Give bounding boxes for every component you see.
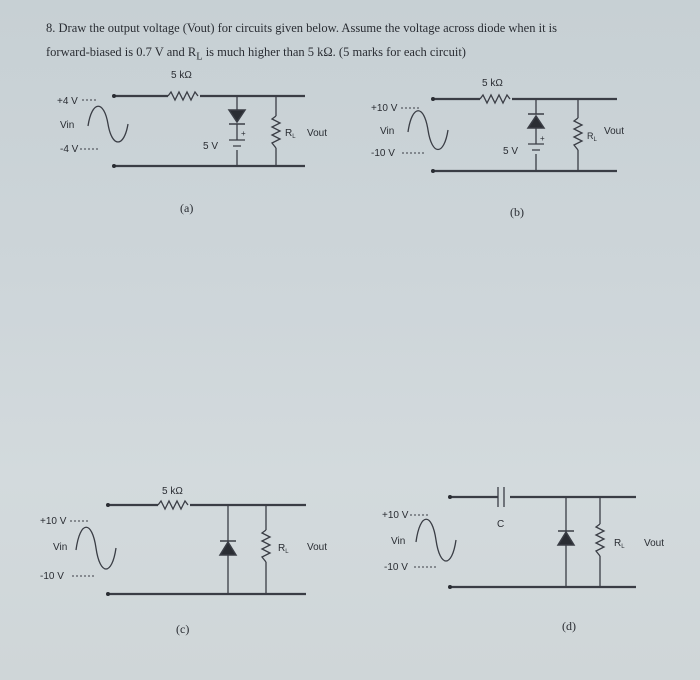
circuit-d-load-label: $R_L$: [614, 538, 625, 550]
circuit-c-caption: (c): [176, 622, 190, 636]
circuit-c-load-resistor: [262, 530, 270, 562]
circuit-a-battery: [229, 140, 245, 146]
circuit-a-load-resistor: [272, 116, 280, 148]
circuit-a: [57, 70, 327, 215]
circuit-b: [371, 78, 624, 219]
circuit-c-sine-wave: [76, 527, 116, 569]
question-line-2-end: is much higher than 5 kΩ. (5 marks for each circuit): [202, 45, 466, 59]
circuit-c-vpos-label: +10 V: [40, 516, 67, 527]
circuit-b-bottom-terminal: [431, 169, 435, 173]
circuit-a-top-terminal: [112, 94, 116, 98]
circuit-d-vout-label: Vout: [644, 538, 665, 549]
circuit-c-vneg-label: -10 V: [40, 571, 64, 582]
circuit-b-load-resistor: [574, 118, 582, 150]
circuit-b-top-terminal: [431, 97, 435, 101]
circuit-a-battery-label: 5 V: [203, 141, 219, 152]
circuit-d-top-terminal: [448, 495, 452, 499]
circuit-c-top-terminal: [106, 503, 110, 507]
circuit-c-resistor-label: 5 kΩ: [162, 486, 183, 497]
circuit-a-diode: [229, 110, 245, 124]
circuit-a-load-label: $R_L$: [285, 128, 296, 140]
circuit-d-bottom-terminal: [448, 585, 452, 589]
circuit-c-vout-label: Vout: [307, 542, 328, 553]
circuit-c-bottom-terminal: [106, 592, 110, 596]
circuit-a-bottom-terminal: [112, 164, 116, 168]
circuit-b-battery-label: 5 V: [503, 146, 519, 157]
circuit-b-resistor-label: 5 kΩ: [482, 78, 503, 89]
circuit-c-load-label: $R_L$: [278, 543, 289, 555]
circuit-d-vin-label: Vin: [391, 536, 406, 547]
rl-subscript: L: [196, 51, 203, 63]
circuit-a-vpos-label: +4 V: [57, 96, 78, 107]
circuit-d-vpos-label: +10 V: [382, 510, 409, 521]
circuit-b-battery: [528, 144, 544, 150]
circuit-b-battery-plus: +: [540, 134, 545, 143]
circuit-b-vin-label: Vin: [380, 126, 395, 137]
circuit-c-series-resistor: [158, 501, 188, 509]
circuit-b-diode: [528, 114, 544, 128]
circuit-c-vin-label: Vin: [53, 542, 68, 553]
circuit-d: [382, 487, 664, 633]
circuit-b-vout-label: Vout: [604, 126, 625, 137]
circuit-d-load-resistor: [596, 524, 604, 556]
question-line-2-start: forward-biased is 0.7 V and R: [46, 45, 197, 59]
question-line-1: 8. Draw the output voltage (Vout) for circuits given below. Assume the voltage across diode when it is: [46, 21, 558, 35]
circuit-c-diode: [220, 541, 236, 555]
circuit-d-vneg-label: -10 V: [384, 562, 408, 573]
circuit-a-battery-plus: +: [241, 129, 246, 138]
circuit-b-vneg-label: -10 V: [371, 148, 395, 159]
circuit-a-caption: (a): [180, 201, 194, 215]
circuit-b-sine-wave: [408, 111, 448, 150]
circuit-b-load-label: $R_L$: [587, 131, 597, 143]
circuit-b-series-resistor: [480, 95, 510, 103]
circuit-a-series-resistor: [168, 92, 198, 100]
circuit-a-resistor-label: 5 kΩ: [171, 70, 192, 81]
circuit-a-sine-wave: [88, 106, 128, 142]
circuit-d-diode: [558, 531, 574, 545]
circuit-b-vpos-label: +10 V: [371, 103, 398, 114]
circuit-a-vin-label: Vin: [60, 120, 75, 131]
circuit-a-vout-label: Vout: [307, 128, 328, 139]
circuit-d-sine-wave: [416, 519, 456, 561]
circuit-d-capacitor-label: C: [497, 519, 505, 530]
circuit-d-capacitor: [498, 487, 504, 507]
circuit-d-caption: (d): [562, 619, 576, 633]
circuit-a-vneg-label: -4 V: [60, 144, 79, 155]
circuit-b-caption: (b): [510, 205, 524, 219]
circuit-c: [40, 486, 327, 636]
